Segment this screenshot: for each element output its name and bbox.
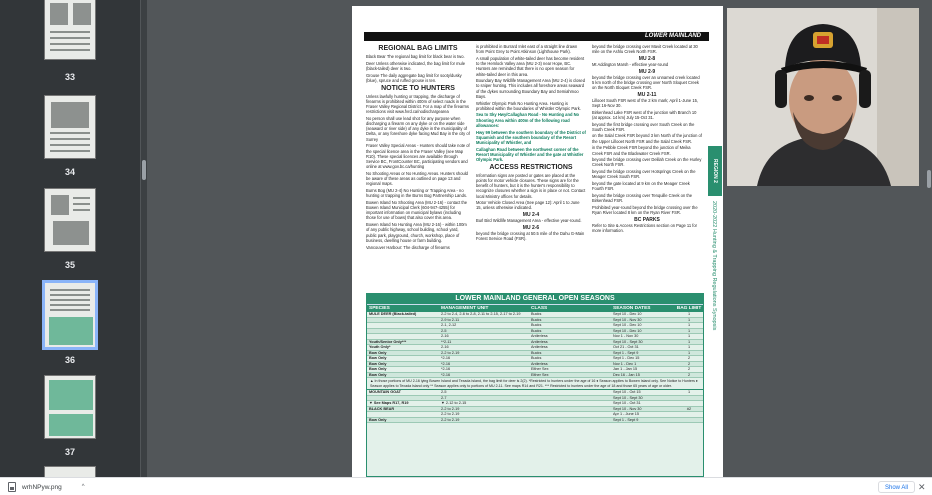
paragraph: Prohibited year-round beyond the bridge crossing over the Ryan River located 8 km on the Ryan River FSR. [592, 204, 698, 216]
table-cell: 1 [687, 345, 691, 349]
column-header: MANAGEMENT UNIT [441, 306, 489, 311]
thumbnail-sidebar [0, 0, 140, 477]
table-notes: ▲ In those portions of MU 2-16 lying Bowen Island and Texada Island, the bag limit for deer is 2(2). *Restricted to hunters under the age of 16 ♦ Season applies to Bowen Island only. See Notice to Hunters ♦ Season applies to Texada Island only ** Season applies only to portions of MU 2-11. See maps R14 and R21. *** Restricted to hunters under the age of 18 and those 65 years of age or older. [367, 378, 703, 390]
paragraph-highlight: Callaghan Road between the northwest corner of the Resort Municipality of Whistler and the gate at Whistler Olympic Park. [476, 146, 584, 163]
table-cell: 1 [687, 334, 691, 338]
paragraph: No person shall use lead shot for any purpose when discharging a firearm on any dyke or on the water side (seaward or river side) of any dyke in the municipality of Delta, or any foreshore dyke facing Mud Bay in the city of Surrey [366, 115, 470, 142]
table-cell [367, 396, 439, 401]
table-cell: 2-16 [441, 334, 449, 338]
table-cell: 2 [687, 361, 691, 366]
text-column-2 [476, 44, 586, 292]
paragraph: Burns Bog (MU 2-4) No Hunting or Trapping Area - no hunting or trapping in the Burns Bog Partnership Lands. [366, 187, 468, 199]
table-cell: Sept 10 - Oct 15 [613, 390, 641, 395]
paragraph: is prohibited in Burrard Inlet east of a straight line drawn from Point Grey to Point Atkinson (Lighthouse Park). [476, 44, 578, 55]
table-title: LOWER MAINLAND GENERAL OPEN SEASONS [367, 294, 703, 304]
table-cell: Sept 1 - Sept 9 [613, 417, 639, 422]
table-cell: Jan 1 - Jan 15 [613, 367, 638, 371]
table-cell: Either Sex [531, 372, 549, 377]
table-cell: Bucks [531, 350, 542, 355]
chevron-up-icon[interactable]: ^ [81, 484, 85, 490]
thumbnail-page-number: 37 [64, 447, 75, 457]
paragraph: No Shooting Areas or No Hunting Areas. Hunters should be aware of these areas as outlined on page 13 and regional maps. [366, 170, 468, 187]
text-column-3 [592, 44, 702, 292]
table-cell: ▼ 2-12 to 2-15 [441, 401, 467, 406]
table-cell: 1 [687, 339, 691, 344]
table-cell: Sept 10 - Nov 30 [613, 406, 642, 411]
column-header: CLASS [531, 306, 548, 311]
table-cell [529, 412, 611, 417]
table-cell [529, 390, 611, 395]
table-cell [367, 412, 439, 417]
table-cell [529, 407, 611, 412]
paragraph: Bowen Island No Shooting Area (MU 2-16) - contact the Bowen Island Municipal Clerk (604-947-4255) for important information on municipal bylaws (including those for use of bows) that also cover this area. [366, 199, 468, 221]
section-title: ACCESS RESTRICTIONS [489, 163, 573, 171]
table-cell: 2 [687, 367, 691, 371]
table-cell [675, 418, 703, 423]
download-item[interactable] [8, 481, 85, 493]
paragraph: Motor Vehicle Closed Area (See page 12): April 1 to June 15, unless otherwise indicated. [476, 200, 580, 211]
table-cell: MOUNTAIN GOAT [369, 390, 401, 395]
table-cell: 2-2 to 2-19 [441, 350, 460, 355]
table-cell: Youth/Senior Only*** [369, 339, 407, 344]
mu-heading: MU 2-6 [522, 224, 540, 231]
table-body [367, 312, 703, 378]
table-cell: Antlerless [531, 345, 548, 349]
table-cell: Nov 1 - Dec 1 [613, 361, 637, 366]
column-header: SEASON DATES [613, 306, 651, 311]
table-cell: Nov 1 - Nov 30 [613, 334, 639, 338]
table-cell: 1 [687, 328, 691, 333]
column-header: BAG LIMIT [676, 306, 702, 311]
paragraph: on the Salal Creek FSR beyond 3 km North of the junction of the Upper Lillooet North FSR and the Salal Creek FSR. [592, 133, 702, 144]
page-thumbnail-selected[interactable] [42, 280, 98, 350]
table-cell: 2-5 [441, 328, 447, 333]
table-cell: MULE DEER (Black-tailed) [369, 312, 417, 316]
table-cell: 1 [687, 323, 691, 327]
table-cell [367, 323, 439, 328]
table-cell: Bucks [531, 323, 542, 327]
table-cell: Sept 10 - Dec 10 [613, 328, 642, 333]
table-cell [675, 401, 703, 406]
table-cell: Sept 1 - Sept 9 [613, 350, 639, 355]
table-cell: Bow Only [369, 350, 387, 355]
table-cell: Sept 10 - Sept 30 [613, 339, 643, 344]
paragraph: Deer Unless otherwise indicated, the bag limit for mule (black-tailed) deer is two. [366, 60, 465, 71]
table-cell: 2 [687, 356, 691, 360]
paragraph: Vancouver Harbour: The discharge of firearms [366, 244, 450, 250]
table-row [367, 418, 703, 424]
paragraph: Mt Addington Marsh - effective year-round [592, 61, 669, 67]
table-cell: *2-16 [441, 356, 451, 360]
close-icon[interactable]: ✕ [918, 482, 926, 492]
table-cell [529, 396, 611, 401]
table-cell: 1 [687, 312, 691, 316]
table-cell: Bucks [531, 328, 542, 333]
paragraph: Grouse The daily aggregate bag limit for sooty/dusky (blue), spruce and ruffed grouse is ten. [366, 72, 462, 83]
table-cell: Bow Only [369, 367, 387, 371]
mu-heading: MU 2-4 [522, 212, 540, 219]
table-cell: Sept 10 - Dec 10 [613, 323, 642, 327]
table-cell: Sept 1 - Dec 15 [613, 356, 640, 360]
paragraph: beyond the gate located at 9 km on the Meager Creek Fourth FSR. [592, 181, 690, 192]
paragraph: beyond the bridge crossing over Hotsprings Creek on the Meager Creek South FSR. [592, 169, 696, 180]
table-cell: Either Sex [531, 367, 549, 371]
table-cell: Sept 10 - Dec 10 [613, 312, 642, 316]
page-thumbnail[interactable] [44, 0, 96, 60]
table-cell: 1 [687, 317, 691, 322]
paragraph: Black Bear The regional bag limit for black bear is two. [366, 54, 465, 59]
table-cell: Oct 21 - Oct 31 [613, 345, 639, 349]
table-cell [529, 418, 611, 423]
table-cell: Youth Only* [369, 345, 391, 349]
table-cell [367, 334, 439, 339]
table-cell: Sept 10 - Oct 31 [613, 401, 641, 406]
paragraph: beyond the first bridge crossing over South Creek on the South Creek FSR. [592, 121, 695, 132]
paragraph: beyond the bridge crossing over Mavit Creek located at 30 mile on the Ashlu Creek North FSR. [592, 44, 698, 55]
paragraph-highlight: Hwy 99 between the southern boundary of the District of Squamish and the southern boundary of the Resort Municipality of Whistler, and [476, 129, 586, 145]
table-cell: Bucks [531, 317, 542, 322]
table-cell: *2-16 [441, 361, 451, 366]
paragraph: beyond the bridge crossing at 50.5 mile of the Dahu G-Main Forest Service Road (FSR). [476, 230, 585, 242]
paragraph: Information signs are posted or gates are placed at the points for motor vehicle closures. These signs are for the benefit of hunters, but it is the hunter's responsibility to recognize closures whether a sign is in place or not. Contact local Ministry offices for details. [476, 172, 586, 199]
paragraph: Fraser Valley Special Areas - Hunters should take note of the special licence area in the Fraser Valley (see Map R10). These special licences are available through Service BC, FrontCounter BC, participating vendors and online at www.gov.bc.ca/hunting [366, 143, 470, 170]
webcam-overlay [727, 8, 919, 186]
table-cell [529, 401, 611, 406]
section-title: BC PARKS [634, 216, 660, 223]
table-cell: 2 [687, 372, 691, 377]
table-cell: Dec 16 - Jan 15 [613, 372, 640, 377]
running-title: 2020-2022 Hunting & Trapping Regulations Synopsis [711, 201, 717, 331]
paragraph: Birkenhead Lake FSR west of the junction with Branch 10 (at approx. 14 km) July 15-Oct 31. [592, 109, 697, 120]
table-cell [675, 396, 703, 401]
paragraph: Refer to Site & Access Restrictions section on Page 11 for more information. [592, 222, 698, 233]
table-cell: 1 [687, 390, 691, 395]
sidebar-scrollbar[interactable] [141, 0, 147, 477]
mu-heading: MU 2-8 [638, 55, 656, 62]
table-cell: #2 [686, 406, 692, 411]
paragraph: Bowen Island No Hunting Area (MU 2-16) - within 100m of any public highway, school building, school yard, public park, playground, church, workshop, place of business, dwelling house or farm building. [366, 222, 467, 243]
paragraph: Burl Bird Wildlife Management Area - effective year-round. [476, 218, 582, 224]
pdf-page [352, 6, 723, 477]
table-cell: 2-2 to 2-19 [441, 406, 460, 411]
open-seasons-table [366, 293, 704, 477]
table-cell: Antlerless [531, 339, 548, 344]
paragraph-highlight: Sea to Sky Hwy/Callaghan Road - No Hunting and No Shooting Area within 400m of the following road allowances: [476, 112, 580, 128]
table-cell: 2-2 to 2-4, 2-6 to 2-8, 2-11 to 2-15, 2-17 to 2-19 [441, 312, 521, 316]
table-cell: BLACK BEAR [369, 406, 395, 411]
paragraph: beyond the bridge crossing over Tenquille Creek on the Birkenhead FSR. [592, 192, 693, 204]
table-cell: 2-7 [441, 395, 447, 400]
paragraph: Lillooet South FSR west of the 2 km mark; April 1-June 15, Sept 16-Nov 30. [592, 97, 699, 108]
table-cell: 2-5 [441, 390, 447, 395]
download-filename[interactable]: wrhNPyw.png [22, 483, 62, 491]
viewer-scroll-thumb[interactable] [927, 170, 931, 188]
table-cell: Bucks [531, 312, 542, 316]
table-cell: Bow Only [369, 361, 387, 366]
mu-heading: MU 2-11 [637, 91, 657, 98]
table-cell: *2-16 [441, 367, 451, 371]
thumbnail-page-number: 33 [64, 72, 75, 82]
table-cell: Bow Only [369, 356, 387, 360]
table-cell: Bucks [531, 356, 542, 360]
page-thumbnail[interactable] [44, 375, 96, 439]
presenter-video [727, 8, 919, 186]
table-cell: 1 [687, 350, 691, 355]
table-cell: 2-2 to 2-19 [441, 412, 460, 417]
table-cell [367, 329, 439, 334]
table-cell: 2-1, 2-12 [441, 323, 457, 327]
table-cell: Antlerless [531, 361, 548, 366]
paragraph: Whistler Olympic Park No Hunting Area. Hunting is prohibited within the boundaries of Whistler Olympic Park. [476, 100, 581, 111]
table-cell: ▼ See Maps R17, R19 [369, 401, 409, 406]
table-cell [367, 318, 439, 323]
table-cell: Antlerless [531, 334, 548, 338]
image-file-icon [8, 482, 16, 492]
page-header: LOWER MAINLAND [364, 32, 709, 41]
table-cell: 2-2 to 2-19 [441, 417, 460, 422]
table-cell: **2-11 [441, 339, 452, 344]
viewer-scrollbar[interactable] [926, 0, 932, 477]
paragraph: Unless lawfully hunting or trapping, the discharge of firearms is prohibited within 400m of select roads in the Fraser Valley Regional District. For a map of the firearms restrictions visit www.fvrd.ca/nodischargearea [366, 93, 469, 115]
paragraph: beyond the bridge crossing over Delilah Creek on the Hurley Creek North FSR. [592, 157, 702, 168]
thumbnail-page-number: 34 [64, 167, 75, 177]
paragraph: Boundary Bay Wildlife Management Area (MU 2-4) is closed to sniper hunting. This includes all foreshore areas seaward of the dykes surrounding Boundary Bay and Semiahmoo Bays. [476, 78, 585, 99]
table-cell: Sept 10 - Sept 30 [613, 395, 643, 400]
table-cell: Sept 10 - Nov 30 [613, 317, 642, 322]
sidebar-scroll-thumb[interactable] [142, 160, 146, 180]
text-column-1 [366, 44, 470, 292]
mu-heading: MU 2-9 [638, 68, 656, 75]
download-bar [0, 477, 932, 495]
page-thumbnail[interactable] [44, 466, 96, 477]
region-tab: REGION 2 [708, 146, 722, 196]
table-cell: *2-16 [441, 372, 451, 377]
show-all-button[interactable]: Show All [878, 481, 915, 493]
thumbnail-page-number: 36 [64, 355, 75, 365]
table-cell: 2-16 [441, 345, 449, 349]
table-body-2 [367, 390, 703, 423]
section-title: NOTICE TO HUNTERS [381, 84, 455, 92]
page-thumbnail[interactable] [44, 188, 96, 252]
section-title: REGIONAL BAG LIMITS [378, 45, 458, 52]
paragraph: in the Pebble Creek FSR beyond the junction of Meika Creek FSR and the Blackwater Creek FSR. [592, 145, 691, 156]
page-thumbnail[interactable] [44, 95, 96, 159]
thumbnail-page-number: 35 [64, 260, 75, 270]
table-cell: Bow Only [369, 372, 387, 377]
paragraph: A small population of white-tailed deer has become resident to the Hemlock Valley area (MU 2-3) near Hope, BC. Hunters are reminded that there is no open season for white-tailed deer in this area. [476, 55, 585, 77]
table-cell [675, 412, 703, 417]
paragraph: beyond the bridge crossing over an unnamed creek located 5 km north of the bridge crossing over North Sloquet Creek on the North Sloquet Creek FSR. [592, 74, 700, 91]
table-cell: 2-9 to 2-11 [441, 317, 460, 322]
column-header: SPECIES [369, 306, 390, 311]
table-cell: Bow Only [369, 417, 387, 422]
table-header-row [367, 304, 703, 312]
table-cell: Apr 1 - June 15 [613, 412, 639, 417]
